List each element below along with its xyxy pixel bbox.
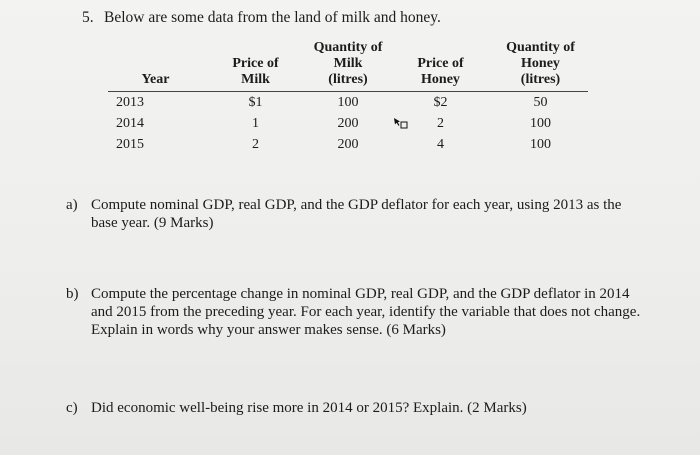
header-price-milk: Price of Milk (203, 40, 308, 92)
cell-price-honey: 4 (437, 137, 444, 152)
cell-quantity-honey: 100 (530, 116, 551, 131)
cell-quantity-milk: 100 (337, 95, 359, 110)
part-a-text: Compute nominal GDP, real GDP, and the GDP deflator for each year, using 2013 as the base year. (9 Marks) (91, 197, 622, 231)
cell-price-honey: $2 (433, 95, 448, 110)
header-quantity-milk: Quantity of Milk (litres) (308, 40, 388, 92)
header-quantity-honey: Quantity of Honey (litres) (493, 40, 588, 92)
cell-price-milk: 1 (252, 116, 259, 131)
cell-price-milk: 2 (252, 137, 259, 152)
cell-quantity-milk: 200 (337, 137, 359, 152)
question-heading (82, 9, 441, 27)
question-number: 5. (82, 9, 94, 26)
part-b-text: Compute the percentage change in nominal GDP, real GDP, and the GDP deflator in 2014 and 2015 from the preceding year. For each year, identify the variable that does not change. Explain in words why your answer makes sense. (6 Marks) (91, 286, 641, 338)
cell-year: 2014 (116, 116, 144, 131)
cell-quantity-milk: 200 (337, 116, 359, 131)
header-year: Year (108, 40, 203, 92)
part-c-label: c) (66, 400, 78, 416)
table-row (108, 113, 588, 134)
question-intro: Below are some data from the land of milk and honey. (104, 9, 441, 26)
part-a-label: a) (66, 197, 78, 213)
cell-price-honey: 2 (437, 116, 444, 131)
header-price-honey: Price of Honey (388, 40, 493, 92)
table-row (108, 134, 588, 155)
cell-year: 2013 (116, 95, 144, 110)
part-c-text: Did economic well-being rise more in 2014 or 2015? Explain. (2 Marks) (91, 400, 527, 416)
part-b-label: b) (66, 286, 79, 302)
move-cursor-icon (394, 118, 408, 130)
cell-quantity-honey: 50 (533, 95, 548, 110)
cell-quantity-honey: 100 (530, 137, 551, 152)
table-header-row (108, 40, 588, 92)
table-row (108, 92, 588, 114)
cell-year: 2015 (116, 137, 144, 152)
cell-price-milk: $1 (248, 95, 263, 110)
data-table (108, 40, 588, 155)
